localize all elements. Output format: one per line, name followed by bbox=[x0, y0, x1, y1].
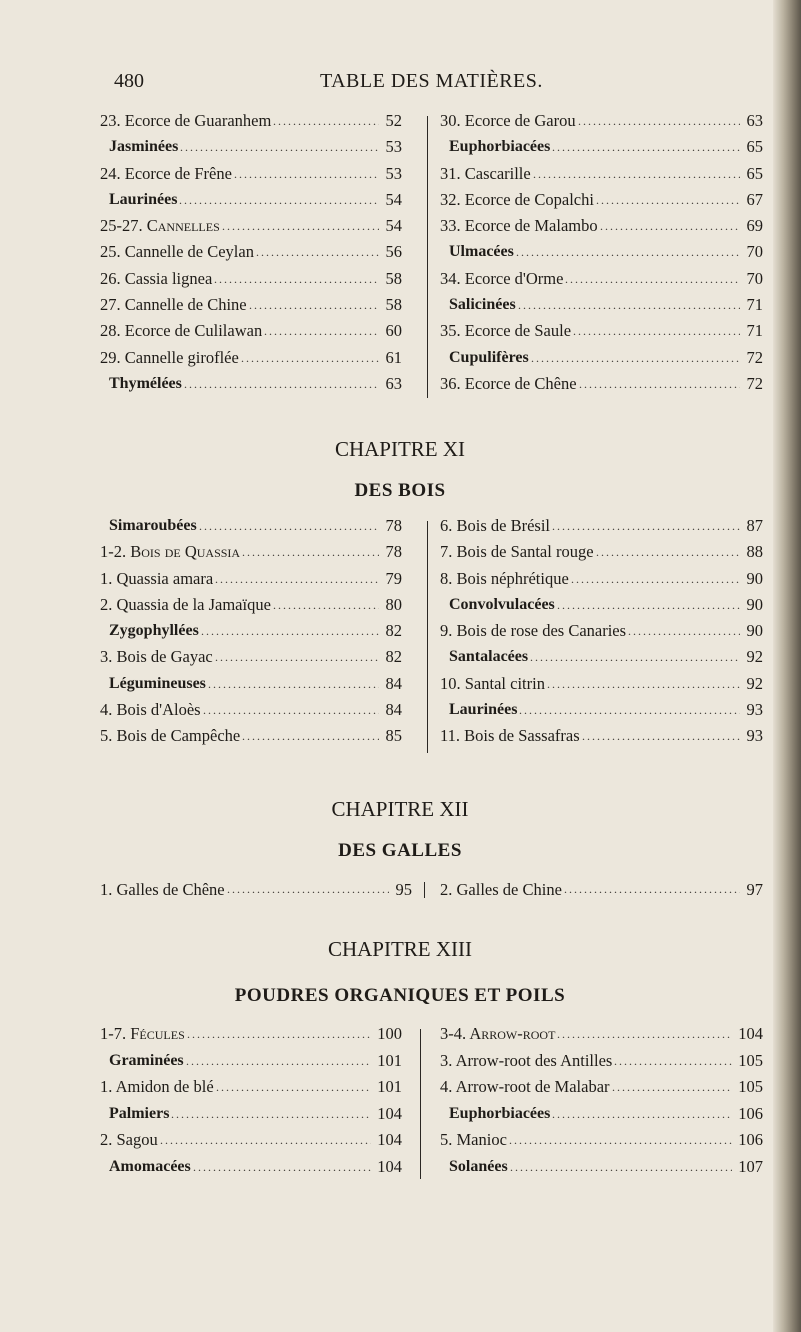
toc-family-entry[interactable] bbox=[100, 1048, 402, 1075]
leader-dots bbox=[179, 187, 379, 213]
toc-entry[interactable] bbox=[440, 161, 763, 187]
toc-entry[interactable] bbox=[440, 1021, 763, 1048]
entry-page: 72 bbox=[746, 347, 763, 367]
leader-dots bbox=[171, 1101, 371, 1128]
toc-entry[interactable] bbox=[100, 539, 402, 565]
entry-title: 10. Santal citrin bbox=[440, 673, 545, 693]
entry-title: Santalacées bbox=[449, 648, 529, 666]
entry-title: 27. Cannelle de Chine bbox=[100, 295, 247, 315]
entry-title: 35. Ecorce de Saule bbox=[440, 321, 572, 341]
toc-family-entry[interactable] bbox=[100, 671, 402, 697]
entry-title: Laurinées bbox=[109, 190, 178, 208]
entry-title: 1. Galles de Chêne bbox=[100, 880, 225, 899]
entry-title: Solanées bbox=[449, 1157, 508, 1175]
toc-entry[interactable] bbox=[440, 318, 763, 344]
entry-title: Amomacées bbox=[109, 1157, 191, 1175]
toc-section-poudres bbox=[0, 1021, 800, 1181]
entry-page: 78 bbox=[385, 516, 402, 535]
leader-dots bbox=[273, 592, 379, 618]
entry-page: 97 bbox=[746, 880, 763, 899]
toc-column-left bbox=[100, 1021, 402, 1180]
toc-family-entry[interactable] bbox=[100, 1101, 402, 1128]
toc-column-right bbox=[440, 1021, 763, 1180]
leader-dots bbox=[264, 318, 379, 344]
chapter-subtitle: DES GALLES bbox=[338, 840, 462, 861]
leader-dots bbox=[227, 877, 389, 902]
leader-dots bbox=[273, 108, 379, 134]
entry-page: 70 bbox=[746, 268, 763, 288]
leader-dots bbox=[600, 213, 740, 239]
entry-title: 1-2. Bois de Quassia bbox=[100, 542, 241, 562]
entry-page: 80 bbox=[385, 594, 402, 614]
toc-entry[interactable] bbox=[440, 187, 763, 213]
entry-title: 25. Cannelle de Ceylan bbox=[100, 242, 254, 262]
entry-page: 90 bbox=[746, 568, 763, 588]
toc-family-entry[interactable] bbox=[440, 1154, 763, 1181]
entry-title: 29. Cannelle giroflée bbox=[100, 347, 239, 367]
entry-title: Ulmacées bbox=[449, 243, 514, 261]
toc-entry[interactable] bbox=[440, 1127, 763, 1154]
entry-page: 106 bbox=[738, 1130, 763, 1149]
entry-page: 70 bbox=[746, 242, 763, 262]
entry-page: 60 bbox=[385, 321, 402, 341]
leader-dots bbox=[509, 1127, 732, 1154]
entry-title: Cupulifères bbox=[449, 348, 529, 366]
leader-dots bbox=[557, 1021, 732, 1048]
entry-page: 63 bbox=[746, 111, 763, 130]
leader-dots bbox=[215, 644, 379, 670]
entry-page: 54 bbox=[385, 216, 402, 236]
toc-family-entry[interactable] bbox=[100, 371, 402, 397]
leader-dots bbox=[557, 592, 740, 618]
leader-dots bbox=[518, 292, 740, 318]
chapter-subtitle: DES BOIS bbox=[354, 480, 446, 501]
entry-page: 88 bbox=[746, 542, 763, 562]
leader-dots bbox=[582, 723, 740, 749]
leader-dots bbox=[203, 697, 379, 723]
entry-page: 101 bbox=[377, 1050, 402, 1070]
toc-entry[interactable] bbox=[440, 1074, 763, 1101]
toc-entry[interactable] bbox=[440, 213, 763, 239]
toc-entry[interactable] bbox=[440, 723, 763, 749]
leader-dots bbox=[564, 877, 740, 902]
leader-dots bbox=[180, 134, 379, 160]
entry-page: 92 bbox=[746, 673, 763, 693]
leader-dots bbox=[533, 161, 740, 187]
toc-section-galles bbox=[0, 877, 800, 903]
entry-title: Salicinées bbox=[449, 296, 516, 314]
toc-family-entry[interactable] bbox=[440, 1101, 763, 1128]
toc-family-entry[interactable] bbox=[100, 513, 402, 539]
toc-family-entry[interactable] bbox=[100, 618, 402, 644]
entry-page: 90 bbox=[746, 621, 763, 641]
leader-dots bbox=[596, 539, 740, 565]
entry-page: 107 bbox=[738, 1156, 763, 1176]
entry-page: 85 bbox=[385, 726, 402, 746]
entry-page: 63 bbox=[385, 373, 402, 393]
toc-family-entry[interactable] bbox=[100, 1154, 402, 1181]
leader-dots bbox=[242, 723, 379, 749]
leader-dots bbox=[552, 513, 740, 539]
running-title: TABLE DES MATIÈRES. bbox=[320, 70, 543, 92]
entry-title: Laurinées bbox=[449, 701, 518, 719]
entry-page: 104 bbox=[377, 1103, 402, 1123]
entry-page: 71 bbox=[746, 295, 763, 315]
toc-entry[interactable] bbox=[100, 345, 402, 371]
leader-dots bbox=[199, 513, 379, 539]
toc-entry[interactable] bbox=[100, 108, 402, 134]
toc-entry[interactable] bbox=[100, 318, 402, 344]
toc-entry[interactable] bbox=[100, 566, 402, 592]
toc-entry[interactable] bbox=[100, 1074, 402, 1101]
entry-page: 69 bbox=[746, 216, 763, 236]
toc-entry[interactable] bbox=[100, 723, 402, 749]
entry-title: 3. Bois de Gayac bbox=[100, 647, 213, 667]
running-head bbox=[0, 70, 760, 100]
entry-page: 79 bbox=[385, 568, 402, 588]
leader-dots bbox=[249, 292, 379, 318]
leader-dots bbox=[186, 1048, 371, 1075]
entry-page: 84 bbox=[385, 700, 402, 720]
toc-entry[interactable] bbox=[100, 213, 402, 239]
toc-entry[interactable] bbox=[100, 266, 402, 292]
entry-page: 87 bbox=[746, 516, 763, 535]
entry-title: 4. Arrow-root de Malabar bbox=[440, 1077, 610, 1096]
entry-title: 25-27. Cannelles bbox=[100, 216, 220, 236]
leader-dots bbox=[242, 539, 379, 565]
column-divider bbox=[427, 521, 428, 753]
entry-title: 1. Amidon de blé bbox=[100, 1077, 214, 1096]
entry-page: 104 bbox=[377, 1130, 402, 1149]
toc-entry[interactable] bbox=[100, 697, 402, 723]
entry-title: 5. Manioc bbox=[440, 1130, 507, 1149]
toc-column-right bbox=[440, 108, 763, 397]
leader-dots bbox=[614, 1048, 732, 1075]
entry-page: 72 bbox=[746, 373, 763, 393]
entry-page: 71 bbox=[746, 321, 763, 341]
toc-entry[interactable] bbox=[440, 108, 763, 134]
toc-section-ecorces bbox=[0, 108, 800, 398]
entry-title: 4. Bois d'Aloès bbox=[100, 700, 201, 720]
leader-dots bbox=[571, 566, 740, 592]
entry-title: Palmiers bbox=[109, 1104, 170, 1122]
entry-page: 90 bbox=[746, 594, 763, 614]
entry-title: 28. Ecorce de Culilawan bbox=[100, 321, 263, 341]
toc-family-entry[interactable] bbox=[100, 187, 402, 213]
entry-page: 93 bbox=[746, 726, 763, 746]
entry-title: 30. Ecorce de Garou bbox=[440, 111, 576, 130]
leader-dots bbox=[208, 671, 379, 697]
chapter-heading: CHAPITRE XII bbox=[331, 797, 469, 821]
leader-dots bbox=[552, 1101, 732, 1128]
chapter-subtitle: POUDRES ORGANIQUES ET POILS bbox=[234, 985, 566, 1006]
column-divider bbox=[424, 882, 425, 898]
entry-title: 3-4. Arrow-root bbox=[440, 1024, 556, 1043]
leader-dots bbox=[187, 1021, 371, 1048]
toc-entry[interactable] bbox=[100, 877, 412, 902]
entry-page: 65 bbox=[746, 137, 763, 157]
toc-section-bois bbox=[0, 513, 800, 753]
toc-entry[interactable] bbox=[440, 618, 763, 644]
leader-dots bbox=[612, 1074, 732, 1101]
leader-dots bbox=[530, 644, 740, 670]
leader-dots bbox=[596, 187, 740, 213]
leader-dots bbox=[516, 239, 740, 265]
leader-dots bbox=[214, 266, 379, 292]
leader-dots bbox=[256, 239, 379, 265]
toc-column-left bbox=[100, 513, 402, 750]
page-number: 480 bbox=[114, 70, 144, 92]
leader-dots bbox=[184, 371, 379, 397]
entry-page: 101 bbox=[377, 1077, 402, 1096]
entry-title: 34. Ecorce d'Orme bbox=[440, 268, 564, 288]
entry-title: 11. Bois de Sassafras bbox=[440, 726, 580, 746]
leader-dots bbox=[628, 618, 740, 644]
entry-page: 65 bbox=[746, 163, 763, 183]
leader-dots bbox=[193, 1154, 371, 1181]
leader-dots bbox=[531, 345, 740, 371]
entry-title: Convolvulacées bbox=[449, 595, 555, 613]
toc-family-entry[interactable] bbox=[440, 592, 763, 618]
entry-title: 33. Ecorce de Malambo bbox=[440, 216, 598, 236]
entry-page: 84 bbox=[385, 673, 402, 693]
column-divider bbox=[427, 116, 428, 398]
toc-entry[interactable] bbox=[100, 1021, 402, 1048]
entry-title: Euphorbiacées bbox=[449, 1104, 551, 1122]
entry-title: 2. Quassia de la Jamaïque bbox=[100, 594, 271, 614]
leader-dots bbox=[215, 566, 379, 592]
toc-entry[interactable] bbox=[440, 671, 763, 697]
leader-dots bbox=[222, 213, 379, 239]
toc-entry[interactable] bbox=[100, 239, 402, 265]
toc-entry[interactable] bbox=[440, 1048, 763, 1075]
entry-title: 7. Bois de Santal rouge bbox=[440, 542, 594, 562]
toc-family-entry[interactable] bbox=[100, 134, 402, 160]
leader-dots bbox=[573, 318, 740, 344]
chapter-heading: CHAPITRE XI bbox=[334, 437, 466, 461]
leader-dots bbox=[547, 671, 740, 697]
entry-title: 1. Quassia amara bbox=[100, 568, 214, 588]
toc-family-entry[interactable] bbox=[440, 644, 763, 670]
entry-page: 61 bbox=[385, 347, 402, 367]
entry-page: 82 bbox=[385, 621, 402, 641]
entry-title: 23. Ecorce de Guaranhem bbox=[100, 111, 272, 130]
entry-page: 82 bbox=[385, 647, 402, 667]
leader-dots bbox=[234, 161, 379, 187]
entry-page: 58 bbox=[385, 268, 402, 288]
toc-entry[interactable] bbox=[440, 371, 763, 397]
entry-title: 2. Sagou bbox=[100, 1130, 158, 1149]
entry-page: 67 bbox=[746, 189, 763, 209]
entry-title: 36. Ecorce de Chêne bbox=[440, 373, 577, 393]
toc-entry[interactable] bbox=[100, 292, 402, 318]
entry-title: Jasminées bbox=[109, 138, 179, 156]
toc-entry[interactable] bbox=[440, 266, 763, 292]
entry-page: 104 bbox=[738, 1024, 763, 1043]
entry-page: 105 bbox=[738, 1077, 763, 1096]
toc-family-entry[interactable] bbox=[440, 134, 763, 160]
toc-entry[interactable] bbox=[440, 566, 763, 592]
leader-dots bbox=[519, 697, 740, 723]
toc-family-entry[interactable] bbox=[440, 697, 763, 723]
leader-dots bbox=[552, 134, 740, 160]
entry-page: 106 bbox=[738, 1103, 763, 1123]
entry-title: 26. Cassia lignea bbox=[100, 268, 213, 288]
toc-family-entry[interactable] bbox=[440, 345, 763, 371]
leader-dots bbox=[579, 371, 740, 397]
entry-page: 93 bbox=[746, 700, 763, 720]
leader-dots bbox=[216, 1074, 371, 1101]
leader-dots bbox=[565, 266, 740, 292]
entry-page: 104 bbox=[377, 1156, 402, 1176]
entry-title: 8. Bois néphrétique bbox=[440, 568, 569, 588]
toc-entry[interactable] bbox=[100, 644, 402, 670]
entry-page: 100 bbox=[377, 1024, 402, 1043]
entry-title: 2. Galles de Chine bbox=[440, 880, 562, 899]
column-divider bbox=[420, 1029, 421, 1179]
entry-title: 3. Arrow-root des Antilles bbox=[440, 1050, 613, 1070]
entry-page: 52 bbox=[385, 111, 402, 130]
entry-page: 78 bbox=[385, 542, 402, 562]
entry-title: 31. Cascarille bbox=[440, 163, 531, 183]
leader-dots bbox=[241, 345, 379, 371]
leader-dots bbox=[201, 618, 379, 644]
entry-title: 6. Bois de Brésil bbox=[440, 516, 550, 535]
entry-page: 95 bbox=[395, 880, 412, 899]
toc-entry[interactable] bbox=[100, 592, 402, 618]
toc-entry[interactable] bbox=[440, 877, 763, 902]
toc-family-entry[interactable] bbox=[440, 292, 763, 318]
toc-column-right bbox=[440, 513, 763, 750]
leader-dots bbox=[510, 1154, 732, 1181]
entry-title: 1-7. Fécules bbox=[100, 1024, 185, 1043]
chapter-heading: CHAPITRE XIII bbox=[327, 937, 473, 961]
entry-title: Thymélées bbox=[109, 374, 182, 392]
entry-page: 53 bbox=[385, 137, 402, 157]
toc-column-left bbox=[100, 108, 402, 397]
entry-title: 5. Bois de Campêche bbox=[100, 726, 241, 746]
entry-page: 53 bbox=[385, 163, 402, 183]
entry-title: 32. Ecorce de Copalchi bbox=[440, 189, 594, 209]
entry-title: Simaroubées bbox=[109, 517, 197, 534]
entry-page: 58 bbox=[385, 295, 402, 315]
entry-title: Euphorbiacées bbox=[449, 138, 551, 156]
toc-family-entry[interactable] bbox=[440, 239, 763, 265]
entry-title: Zygophyllées bbox=[109, 622, 199, 640]
leader-dots bbox=[160, 1127, 371, 1154]
toc-entry[interactable] bbox=[100, 161, 402, 187]
entry-page: 105 bbox=[738, 1050, 763, 1070]
entry-page: 92 bbox=[746, 647, 763, 667]
entry-title: Graminées bbox=[109, 1051, 184, 1069]
toc-entry[interactable] bbox=[100, 1127, 402, 1154]
toc-entry[interactable] bbox=[440, 513, 763, 539]
toc-entry[interactable] bbox=[440, 539, 763, 565]
entry-page: 54 bbox=[385, 189, 402, 209]
entry-title: Légumineuses bbox=[109, 674, 206, 692]
entry-title: 24. Ecorce de Frêne bbox=[100, 163, 232, 183]
entry-title: 9. Bois de rose des Canaries bbox=[440, 621, 627, 641]
entry-page: 56 bbox=[385, 242, 402, 262]
leader-dots bbox=[578, 108, 740, 134]
